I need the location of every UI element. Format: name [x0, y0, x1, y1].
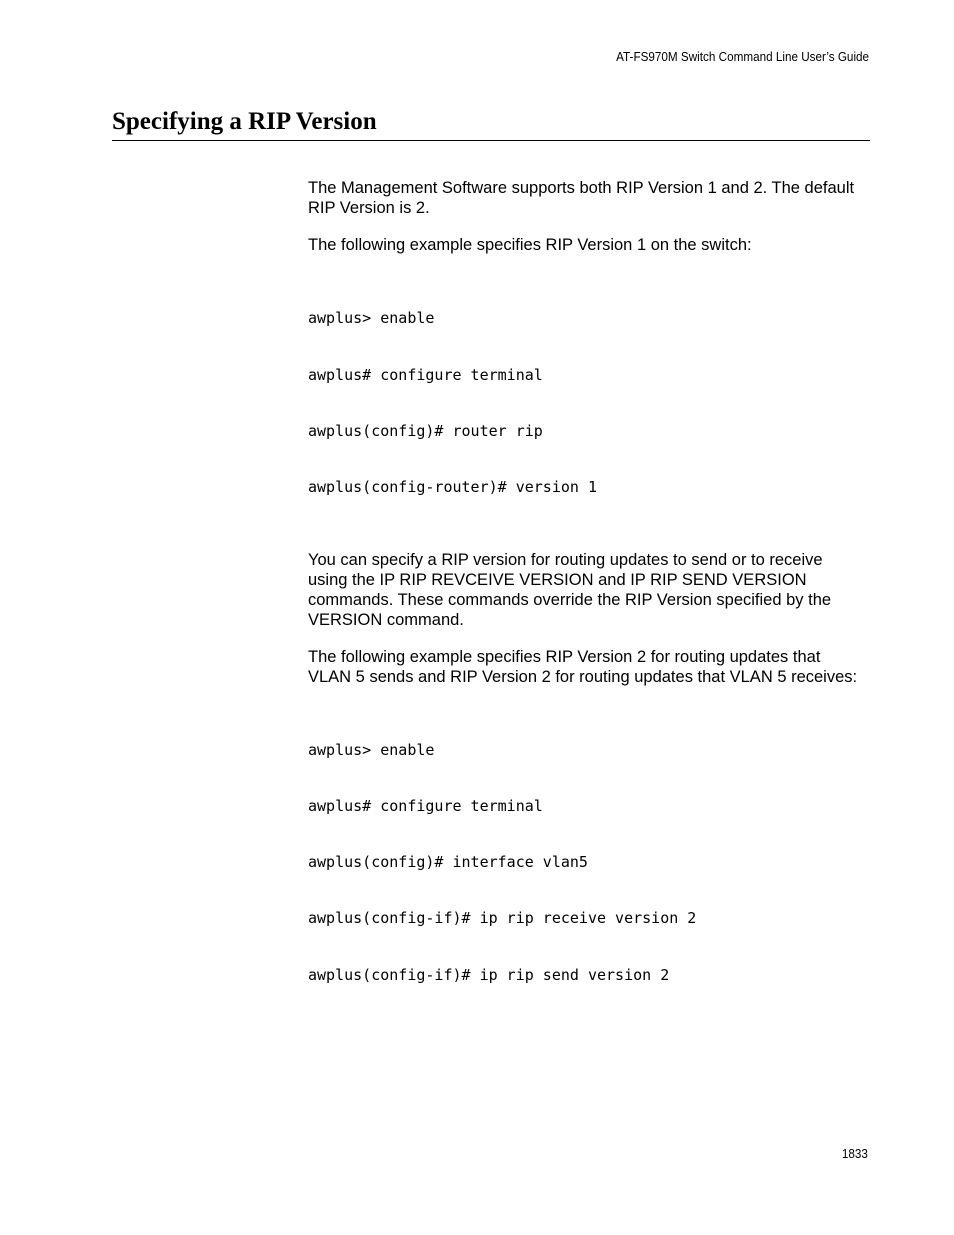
code-line: awplus> enable — [308, 309, 435, 328]
code-example-2 — [308, 704, 864, 1022]
code-line: awplus> enable — [308, 741, 435, 760]
paragraph-send-receive: You can specify a RIP version for routing updates to send or to receive using the IP RIP REVCEIVE VERSION and IP RIP SEND VERSION commands. These commands override the RIP Version specified by the VERSION command. — [308, 550, 832, 629]
code-line: awplus(config)# interface vlan5 — [308, 853, 588, 872]
paragraph-intro: The Management Software supports both RIP Version 1 and 2. The default RIP Version is 2. — [308, 179, 855, 217]
body-content — [308, 178, 864, 1038]
code-line: awplus(config-if)# ip rip receive version 2 — [308, 909, 697, 928]
code-line: awplus# configure terminal — [308, 365, 543, 384]
paragraph-example-1-intro: The following example specifies RIP Version 1 on the switch: — [308, 236, 752, 254]
section-title: Specifying a RIP Version — [112, 108, 377, 135]
code-line: awplus(config-if)# ip rip send version 2 — [308, 965, 670, 984]
paragraph-example-2-intro: The following example specifies RIP Version 2 for routing updates that VLAN 5 sends and RIP Version 2 for routing updates that VLAN 5 receives: — [308, 647, 858, 686]
code-example-1 — [308, 272, 864, 534]
title-divider — [112, 140, 870, 141]
page-number: 1833 — [841, 1146, 868, 1161]
code-line: awplus(config-router)# version 1 — [308, 477, 597, 496]
running-header: AT-FS970M Switch Command Line User’s Guide — [616, 49, 869, 64]
code-line: awplus# configure terminal — [308, 797, 543, 816]
code-line: awplus(config)# router rip — [308, 421, 543, 440]
